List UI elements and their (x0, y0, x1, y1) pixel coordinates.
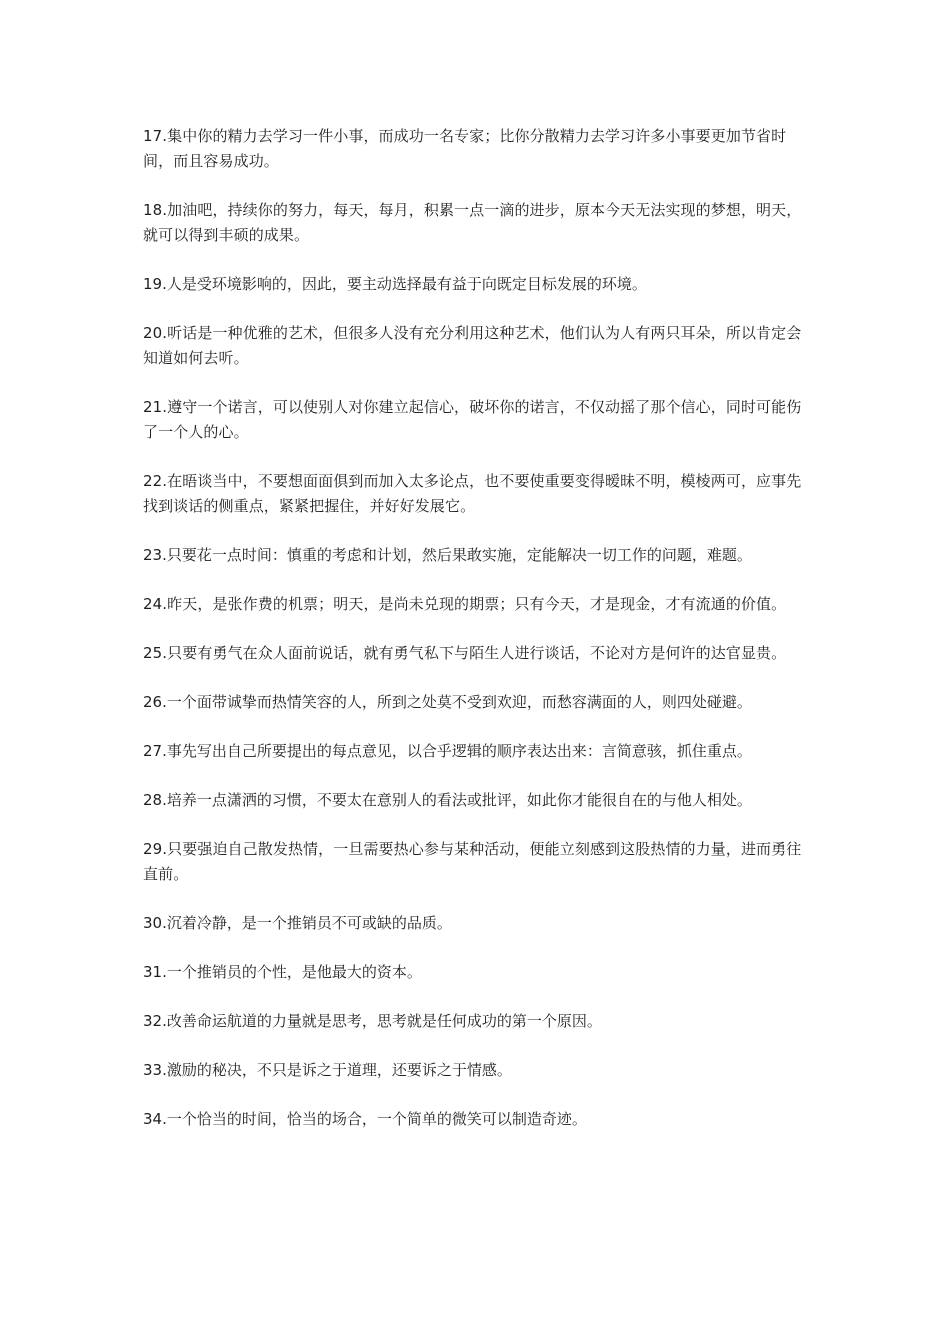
paragraph-23: 23.只要花一点时间：慎重的考虑和计划，然后果敢实施，定能解决一切工作的问题，难题。 (143, 546, 752, 564)
paragraph-22: 22.在晤谈当中，不要想面面俱到而加入太多论点，也不要使重要变得暧昧不明，模棱两可，应事先找到谈话的侧重点，紧紧把握住，并好好发展它。 (143, 472, 802, 515)
paragraph-31: 31.一个推销员的个性，是他最大的资本。 (143, 963, 422, 981)
paragraph-19: 19.人是受环境影响的，因此，要主动选择最有益于向既定目标发展的环境。 (143, 275, 647, 293)
paragraph-17: 17.集中你的精力去学习一件小事，而成功一名专家；比你分散精力去学习许多小事要更加节省时间，而且容易成功。 (143, 127, 787, 170)
paragraph-34: 34.一个恰当的时间，恰当的场合，一个简单的微笑可以制造奇迹。 (143, 1110, 587, 1128)
paragraph-25: 25.只要有勇气在众人面前说话，就有勇气私下与陌生人进行谈话，不论对方是何许的达官显贵。 (143, 644, 787, 662)
paragraph-28: 28.培养一点潇洒的习惯，不要太在意别人的看法或批评，如此你才能很自在的与他人相处。 (143, 791, 752, 809)
paragraph-29: 29.只要强迫自己散发热情，一旦需要热心参与某种活动，便能立刻感到这股热情的力量，进而勇往直前。 (143, 840, 802, 883)
paragraph-18: 18.加油吧，持续你的努力，每天，每月，积累一点一滴的进步，原本今天无法实现的梦想，明天，就可以得到丰硕的成果。 (143, 201, 802, 244)
paragraph-21: 21.遵守一个诺言，可以使别人对你建立起信心，破坏你的诺言，不仅动摇了那个信心，同时可能伤了一个人的心。 (143, 398, 802, 441)
paragraph-20: 20.听话是一种优雅的艺术，但很多人没有充分利用这种艺术，他们认为人有两只耳朵，所以肯定会知道如何去听。 (143, 324, 802, 367)
paragraph-32: 32.改善命运航道的力量就是思考，思考就是任何成功的第一个原因。 (143, 1012, 602, 1030)
document-body (143, 124, 815, 1156)
paragraph-30: 30.沉着冷静，是一个推销员不可或缺的品质。 (143, 914, 452, 932)
paragraph-33: 33.激励的秘决，不只是诉之于道理，还要诉之于情感。 (143, 1061, 512, 1079)
paragraph-26: 26.一个面带诚挚而热情笑容的人，所到之处莫不受到欢迎，而愁容满面的人，则四处碰避。 (143, 693, 752, 711)
paragraph-27: 27.事先写出自己所要提出的每点意见，以合乎逻辑的顺序表达出来：言简意骇，抓住重点。 (143, 742, 752, 760)
paragraph-24: 24.昨天，是张作费的机票；明天，是尚未兑现的期票；只有今天，才是现金，才有流通的价值。 (143, 595, 787, 613)
